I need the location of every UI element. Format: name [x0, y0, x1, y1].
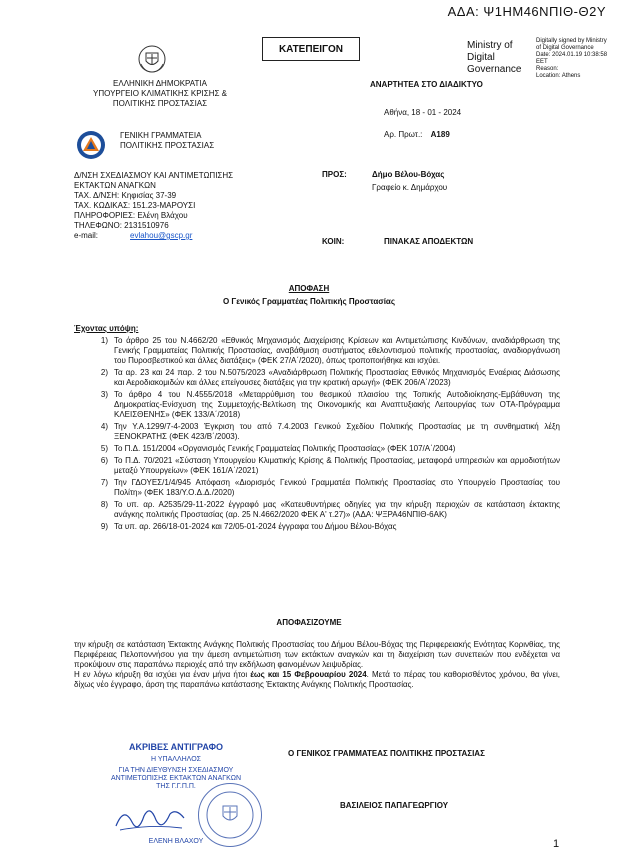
signer-name: ΒΑΣΙΛΕΙΟΣ ΠΑΠΑΓΕΩΡΓΙΟΥ [340, 801, 449, 810]
protocol: Αρ. Πρωτ.: Α189 [384, 130, 450, 139]
handwritten-signature-icon [110, 800, 190, 838]
recipient: Δήμο Βέλου-Βόχας Γραφείο κ. Δημάρχου [372, 170, 448, 192]
copy-stamp-name: ΕΛΕΝΗ ΒΛΑΧΟΥ [148, 838, 204, 845]
signature-line: Reason: [536, 66, 559, 72]
decision-title: ΑΠΟΦΑΣΗ [288, 284, 330, 293]
list-item: 3) Το άρθρο 4 του Ν.4555/2018 «Μεταρρύθμιση του θεσμικού πλαισίου της Τοπικής Αυτοδιοίκησης-Εμβάθυνση της Δημοκρατίας-Ενίσχυση της Συμμετοχής-Βελτίωση της Οικονομικής και Αναπτυξιακής Λειτουργίας των ΟΤΑ-Πρόγραμμα ΚΛΕΙΣΘΕΝΗΣ» (ΦΕΚ 133/Α΄/2018) [100, 390, 560, 419]
greek-emblem-icon [137, 44, 167, 74]
koin-value: ΠΙΝΑΚΑΣ ΑΠΟΔΕΚΤΩΝ [384, 237, 474, 246]
republic-header: ΕΛΛΗΝΙΚΗ ΔΗΜΟΚΡΑΤΙΑ ΥΠΟΥΡΓΕΙΟ ΚΛΙΜΑΤΙΚΗΣ ΚΡΙΣΗΣ & ΠΟΛΙΤΙΚΗΣ ΠΡΟΣΤΑΣΙΑΣ [93, 79, 227, 108]
list-item: 5) Το Π.Δ. 151/2004 «Οργανισμός Γενικής Γραμματείας Πολιτικής Προστασίας» (ΦΕΚ 107/Α΄/2004) [100, 444, 456, 453]
list-item: 9) Τα υπ. αρ. 266/18-01-2024 και 72/05-01-2024 έγγραφα του Δήμου Βέλου-Βόχας [100, 522, 397, 531]
directorate-info: Δ/ΝΣΗ ΣΧΕΔΙΑΣΜΟΥ ΚΑΙ ΑΝΤΙΜΕΤΩΠΙΣΗΣ ΕΚΤΑΚΤΩΝ ΑΝΑΓΚΩΝ ΤΑΧ. Δ/ΝΣΗ: Κηφισίας 37-39 ΤΑΧ. ΚΩΔΙΚΑΣ: 151.23-ΜΑΡΟΥΣΙ ΠΛΗΡΟΦΟΡΙΕΣ: Ελένη Βλάχου ΤΗΛΕΦΩΝΟ: 2131510976 e-mail: evlahou@gscp.gr [74, 171, 304, 241]
postcode: ΤΑΧ. ΚΩΔΙΚΑΣ: 151.23-ΜΑΡΟΥΣΙ [74, 201, 196, 210]
list-item: 2) Τα αρ. 23 και 24 παρ. 2 του Ν.5075/2023 «Αναδιάρθρωση Πολιτικής Προστασίας Εθνικός Μηχανισμός Εναέριας Διάσωσης και Αεροδιακομιδών και άλλες επείγουσες διατάξεις για την κρατική αρωγή» (ΦΕΚ 206/Α΄/2023) [100, 368, 560, 387]
list-item: 8) Το υπ. αρ. Α2535/29-11-2022 έγγραφό μας «Κατευθυντήριες οδηγίες για την κήρυξη περιοχών σε κατάσταση έκτακτης ανάγκης πολιτικής Προστασίας (αρ. 25 Ν.4662/2020 ΦΕΚ Α' τ.27)» (ΑΔΑ: ΨΞΡΑ46ΝΠΙΘ-6ΑΚ) [100, 500, 560, 519]
list-item: 1) Το άρθρο 25 του Ν.4662/20 «Εθνικός Μηχανισμός Διαχείρισης Κρίσεων και Αντιμετώπισης Κινδύνων, αναδιάρθρωση της Γενικής Γραμματείας Πολιτικής Προστασίας, αναβάθμιση συστήματος εθελοντισμού πολιτικής προστασίας, αναδιοργάνωση του Πυροσβεστικού και άλλες διατάξεις» (ΦΕΚ 27/Α΄/2020), όπως τροποποιήθηκε και ισχύει. [100, 336, 560, 365]
signature-line: Location: Athens [536, 73, 581, 79]
info-contact: ΠΛΗΡΟΦΟΡΙΕΣ: Ελένη Βλάχου [74, 211, 188, 220]
email-link[interactable]: evlahou@gscp.gr [130, 231, 193, 240]
decision-body [74, 640, 560, 690]
copy-stamp: ΑΚΡΙΒΕΣ ΑΝΤΙΓΡΑΦΟ Η ΥΠΑΛΛΗΛΟΣ ΓΙΑ ΤΗΝ ΔΙΕΥΘΥΝΣΗ ΣΧΕΔΙΑΣΜΟΥ ΑΝΤΙΜΕΤΩΠΙΣΗΣ ΕΚΤΑΚΤΩΝ ΑΝΑΓΚΩΝ ΤΗΣ Γ.Γ.Π.Π. [110, 742, 242, 790]
list-item: 4) Την Υ.Α.1299/7-4-2003 Έγκριση του από 7.4.2003 Γενικού Σχεδίου Πολιτικής Προστασίας με τη συνθηματική λέξη ΞΕΝΟΚΡΑΤΗΣ (ΦΕΚ 423/Β΄/2003). [100, 422, 560, 441]
signature-ministry: Ministry of Digital Governance [467, 40, 522, 75]
considering-list [92, 336, 560, 532]
email-label: e-mail: [74, 231, 99, 240]
considering-heading: Έχοντας υπόψη: [74, 324, 139, 333]
post-notice: ΑΝΑΡΤΗΤΕΑ ΣΤΟ ΔΙΑΔΙΚΤΥΟ [370, 80, 483, 89]
phone: ΤΗΛΕΦΩΝΟ: 2131510976 [74, 221, 169, 230]
ada-code: ΑΔΑ: Ψ1ΗΜ46ΝΠΙΘ-Θ2Υ [447, 4, 606, 19]
civil-protection-logo-icon [76, 130, 106, 160]
address: ΤΑΧ. Δ/ΝΣΗ: Κηφισίας 37-39 [74, 191, 177, 200]
signature-details [536, 38, 612, 80]
document-date: Αθήνα, 18 - 01 - 2024 [384, 108, 462, 117]
signature-line: Date: 2024.01.19 10:38:58 EET [536, 52, 608, 65]
list-item: 6) Το Π.Δ. 70/2021 «Σύσταση Υπουργείου Κλιματικής Κρίσης & Πολιτικής Προστασίας, μεταφορά υπηρεσιών και αρμοδιοτήτων μεταξύ Υπουργείων» (ΦΕΚ 161/Α΄/2021) [100, 456, 560, 475]
page-number: 1 [553, 838, 560, 850]
secretariat-header: ΓΕΝΙΚΗ ΓΡΑΜΜΑΤΕΙΑ ΠΟΛΙΤΙΚΗΣ ΠΡΟΣΤΑΣΙΑΣ [120, 131, 215, 150]
koin-label: ΚΟΙΝ: [322, 237, 345, 246]
to-label: ΠΡΟΣ: [322, 170, 347, 179]
signer-title: Ο ΓΕΝΙΚΟΣ ΓΡΑΜΜΑΤΕΑΣ ΠΟΛΙΤΙΚΗΣ ΠΡΟΣΤΑΣΙΑΣ [288, 749, 485, 758]
signature-line: Digitally signed by Ministry of Digital Governance [536, 38, 607, 51]
decision-paragraph: την κήρυξη σε κατάσταση Έκτακτης Ανάγκης Πολιτικής Προστασίας του Δήμου Βέλου-Βόχας της Περιφερειακής Ενότητας Κορινθίας, της Περιφέρειας Πελοποννήσου για την άμεση αντιμετώπιση των εκτάκτων αναγκών και τη διαχείριση των συνεπειών που ενδέχεται να προκύψουν στις παραπάνω περιοχές από την εκδήλωση φαινομένων λειψυδρίας. [74, 640, 560, 669]
decision-validity: Η εν λόγω κήρυξη θα ισχύει για έναν μήνα ήτοι έως και 15 Φεβρουαρίου 2024. Μετά το πέρας του καθορισθέντος χρόνου, θα γίνει, δίχως νέο έγγραφο, άρση της παραπάνω κατάστασης Έκτακτης Ανάγκης Πολιτικής Προστασίας. [74, 670, 560, 689]
list-item: 7) Την ΓΔΟΥΕΣ/1/4/945 Απόφαση «Διορισμός Γενικού Γραμματέα Πολιτικής Προστασίας στο Υπουργείο Προστασίας του Πολίτη» (ΦΕΚ 183/Υ.Ο.Δ.Δ./2020) [100, 478, 560, 497]
decision-subtitle: Ο Γενικός Γραμματέας Πολιτικής Προστασίας [222, 297, 396, 306]
we-decide-heading: ΑΠΟΦΑΣΙΖΟΥΜΕ [276, 618, 342, 627]
urgent-label: ΚΑΤΕΠΕΙΓΟΝ [262, 37, 360, 61]
